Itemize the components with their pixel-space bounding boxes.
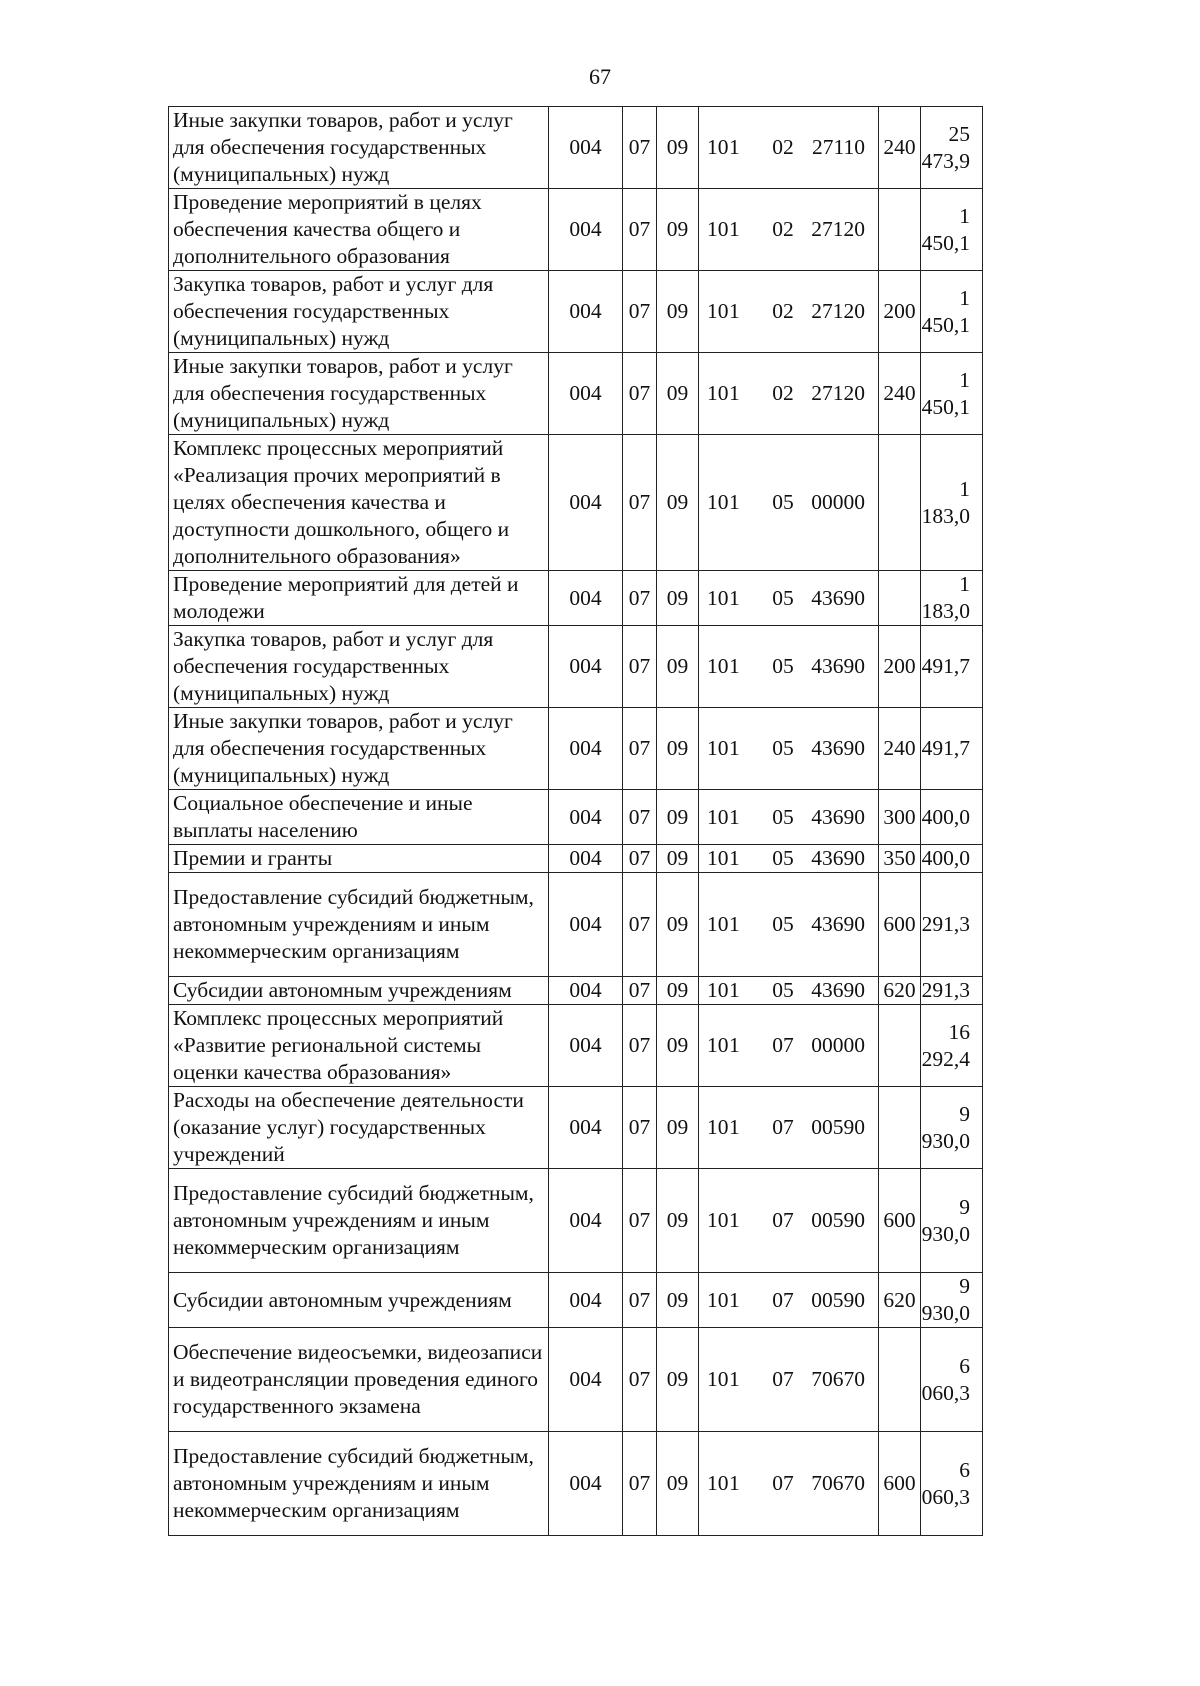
target-article-code-part: 10 [707,1208,729,1232]
target-article-code [699,571,879,626]
target-article-code [699,1087,879,1169]
table-row [169,708,983,790]
expense-type-code [879,435,921,571]
amount: 1 183,0 [921,571,983,626]
target-article-code-part: 00000 [811,490,865,514]
target-article-code-part: 43690 [811,912,865,936]
amount: 1 183,0 [921,435,983,571]
target-article-code-part: 02 [772,217,794,241]
table-row [169,353,983,435]
target-article-code-part: 10 [707,978,729,1002]
subsection-code: 09 [657,271,699,353]
target-article-code [699,977,879,1005]
expense-type-code: 300 [879,790,921,845]
section-code: 07 [623,873,657,977]
section-code: 07 [623,708,657,790]
target-article-code [699,845,879,873]
table-row [169,271,983,353]
target-article-code-part: 00000 [811,1033,865,1057]
target-article-code-part: 00590 [811,1208,865,1232]
section-code: 07 [623,435,657,571]
target-article-code-part: 05 [772,654,794,678]
target-article-code-part: 10 [707,217,729,241]
expense-type-code [879,1328,921,1432]
table-row [169,1169,983,1273]
table-row [169,1005,983,1087]
target-article-code-part: 1 [729,217,740,241]
target-article-code-part: 05 [772,846,794,870]
target-article-code-part: 10 [707,1115,729,1139]
subsection-code: 09 [657,626,699,708]
table-row [169,571,983,626]
target-article-code-part: 10 [707,490,729,514]
target-article-code-part: 07 [772,1115,794,1139]
row-name: Расходы на обеспечение деятельности (оказание услуг) государственных учреждений [169,1087,549,1169]
target-article-code-part: 1 [729,299,740,323]
expense-type-code: 600 [879,1169,921,1273]
ministry-code: 004 [549,571,623,626]
amount: 9 930,0 [921,1273,983,1328]
target-article-code-part: 27120 [811,217,865,241]
target-article-code-part: 10 [707,135,729,159]
target-article-code [699,1169,879,1273]
table-row [169,1328,983,1432]
row-name: Проведение мероприятий в целях обеспечения качества общего и дополнительного образования [169,189,549,271]
section-code: 07 [623,626,657,708]
expense-type-code: 200 [879,271,921,353]
row-name: Предоставление субсидий бюджетным, автономным учреждениям и иным некоммерческим организациям [169,1169,549,1273]
target-article-code-part: 43690 [811,736,865,760]
target-article-code-part: 1 [729,736,740,760]
section-code: 07 [623,571,657,626]
ministry-code: 004 [549,1087,623,1169]
row-name: Закупка товаров, работ и услуг для обеспечения государственных (муниципальных) нужд [169,626,549,708]
ministry-code: 004 [549,107,623,189]
target-article-code-part: 1 [729,978,740,1002]
subsection-code: 09 [657,845,699,873]
table-row [169,107,983,189]
target-article-code [699,1273,879,1328]
amount: 9 930,0 [921,1087,983,1169]
target-article-code [699,708,879,790]
subsection-code: 09 [657,107,699,189]
row-name: Проведение мероприятий для детей и молодежи [169,571,549,626]
target-article-code-part: 43690 [811,846,865,870]
target-article-code [699,873,879,977]
section-code: 07 [623,845,657,873]
subsection-code: 09 [657,571,699,626]
table-row [169,626,983,708]
target-article-code-part: 10 [707,804,729,829]
target-article-code-part: 27120 [811,381,865,405]
table-row [169,189,983,271]
section-code: 07 [623,1273,657,1328]
amount: 491,7 [921,708,983,790]
expense-type-code [879,189,921,271]
target-article-code-part: 1 [729,1115,740,1139]
ministry-code: 004 [549,708,623,790]
subsection-code: 09 [657,1169,699,1273]
target-article-code-part: 1 [729,381,740,405]
ministry-code: 004 [549,977,623,1005]
target-article-code [699,626,879,708]
amount: 1 450,1 [921,189,983,271]
ministry-code: 004 [549,1273,623,1328]
target-article-code-part: 43690 [811,585,865,610]
table-row [169,1432,983,1536]
row-name: Иные закупки товаров, работ и услуг для обеспечения государственных (муниципальных) нужд [169,353,549,435]
target-article-code-part: 43690 [811,654,865,678]
target-article-code-part: 00590 [811,1115,865,1139]
subsection-code: 09 [657,708,699,790]
target-article-code-part: 1 [729,1471,740,1495]
target-article-code-part: 1 [729,1033,740,1057]
expense-type-code: 240 [879,107,921,189]
row-name: Иные закупки товаров, работ и услуг для обеспечения государственных (муниципальных) нужд [169,107,549,189]
expense-type-code [879,571,921,626]
subsection-code: 09 [657,873,699,977]
target-article-code-part: 02 [772,381,794,405]
target-article-code-part: 10 [707,912,729,936]
amount: 400,0 [921,790,983,845]
amount: 291,3 [921,873,983,977]
amount: 6 060,3 [921,1328,983,1432]
target-article-code-part: 02 [772,135,794,159]
table-row [169,873,983,977]
section-code: 07 [623,1087,657,1169]
expense-type-code: 600 [879,1432,921,1536]
target-article-code-part: 05 [772,978,794,1002]
row-name: Обеспечение видеосъемки, видеозаписи и видеотрансляции проведения единого государственного экзамена [169,1328,549,1432]
expense-type-code: 350 [879,845,921,873]
target-article-code-part: 00590 [811,1287,865,1312]
subsection-code: 09 [657,1005,699,1087]
target-article-code-part: 10 [707,1287,729,1312]
table-row [169,1273,983,1328]
ministry-code: 004 [549,1432,623,1536]
target-article-code-part: 1 [729,654,740,678]
subsection-code: 09 [657,977,699,1005]
ministry-code: 004 [549,353,623,435]
expense-type-code: 200 [879,626,921,708]
table-row [169,977,983,1005]
amount: 25 473,9 [921,107,983,189]
amount: 291,3 [921,977,983,1005]
target-article-code [699,189,879,271]
ministry-code: 004 [549,189,623,271]
row-name: Комплекс процессных мероприятий «Развитие региональной системы оценки качества образования» [169,1005,549,1087]
row-name: Иные закупки товаров, работ и услуг для обеспечения государственных (муниципальных) нужд [169,708,549,790]
expense-type-code: 600 [879,873,921,977]
target-article-code [699,435,879,571]
ministry-code: 004 [549,435,623,571]
subsection-code: 09 [657,1328,699,1432]
expense-type-code: 620 [879,977,921,1005]
row-name: Предоставление субсидий бюджетным, автономным учреждениям и иным некоммерческим организациям [169,873,549,977]
target-article-code-part: 1 [729,585,740,610]
target-article-code-part: 1 [729,135,740,159]
section-code: 07 [623,790,657,845]
table-row [169,790,983,845]
target-article-code-part: 1 [729,490,740,514]
amount: 6 060,3 [921,1432,983,1536]
budget-table [168,106,983,1536]
amount: 1 450,1 [921,353,983,435]
expense-type-code [879,1005,921,1087]
target-article-code-part: 1 [729,1208,740,1232]
target-article-code-part: 10 [707,846,729,870]
amount: 16 292,4 [921,1005,983,1087]
target-article-code-part: 05 [772,736,794,760]
section-code: 07 [623,1169,657,1273]
amount: 1 450,1 [921,271,983,353]
target-article-code [699,790,879,845]
target-article-code-part: 07 [772,1287,794,1312]
amount: 491,7 [921,626,983,708]
target-article-code-part: 07 [772,1367,794,1391]
section-code: 07 [623,271,657,353]
target-article-code [699,1005,879,1087]
table-row [169,845,983,873]
target-article-code-part: 02 [772,299,794,323]
target-article-code-part: 10 [707,1033,729,1057]
table-row [169,435,983,571]
ministry-code: 004 [549,873,623,977]
target-article-code-part: 27120 [811,299,865,323]
table-row [169,1087,983,1169]
row-name: Предоставление субсидий бюджетным, автономным учреждениям и иным некоммерческим организациям [169,1432,549,1536]
row-name: Комплекс процессных мероприятий «Реализация прочих мероприятий в целях обеспечения качества и доступности дошкольного, общего и дополнительного образования» [169,435,549,571]
section-code: 07 [623,1005,657,1087]
row-name: Субсидии автономным учреждениям [169,977,549,1005]
target-article-code [699,107,879,189]
target-article-code-part: 05 [772,912,794,936]
target-article-code-part: 10 [707,1471,729,1495]
target-article-code-part: 10 [707,654,729,678]
subsection-code: 09 [657,435,699,571]
target-article-code [699,271,879,353]
target-article-code-part: 1 [729,846,740,870]
subsection-code: 09 [657,353,699,435]
target-article-code [699,353,879,435]
target-article-code-part: 43690 [811,804,865,829]
subsection-code: 09 [657,1432,699,1536]
expense-type-code: 240 [879,353,921,435]
target-article-code-part: 10 [707,381,729,405]
ministry-code: 004 [549,845,623,873]
row-name: Премии и гранты [169,845,549,873]
section-code: 07 [623,353,657,435]
target-article-code [699,1432,879,1536]
target-article-code-part: 1 [729,1287,740,1312]
section-code: 07 [623,1328,657,1432]
target-article-code-part: 07 [772,1208,794,1232]
table-body [169,107,983,1536]
subsection-code: 09 [657,189,699,271]
target-article-code-part: 10 [707,736,729,760]
ministry-code: 004 [549,1328,623,1432]
ministry-code: 004 [549,626,623,708]
ministry-code: 004 [549,790,623,845]
ministry-code: 004 [549,1169,623,1273]
target-article-code-part: 1 [729,804,740,829]
subsection-code: 09 [657,1087,699,1169]
target-article-code-part: 10 [707,299,729,323]
row-name: Закупка товаров, работ и услуг для обеспечения государственных (муниципальных) нужд [169,271,549,353]
section-code: 07 [623,977,657,1005]
target-article-code-part: 07 [772,1033,794,1057]
subsection-code: 09 [657,790,699,845]
target-article-code-part: 10 [707,1367,729,1391]
subsection-code: 09 [657,1273,699,1328]
page-number: 67 [589,64,611,89]
target-article-code-part: 70670 [811,1367,865,1391]
target-article-code-part: 27110 [812,135,865,159]
target-article-code [699,1328,879,1432]
target-article-code-part: 10 [707,585,729,610]
target-article-code-part: 05 [772,585,794,610]
ministry-code: 004 [549,1005,623,1087]
target-article-code-part: 43690 [811,978,865,1002]
target-article-code-part: 70670 [811,1471,865,1495]
row-name: Субсидии автономным учреждениям [169,1273,549,1328]
amount: 9 930,0 [921,1169,983,1273]
expense-type-code: 240 [879,708,921,790]
row-name: Социальное обеспечение и иные выплаты населению [169,790,549,845]
target-article-code-part: 1 [729,912,740,936]
ministry-code: 004 [549,271,623,353]
target-article-code-part: 1 [729,1367,740,1391]
section-code: 07 [623,189,657,271]
target-article-code-part: 07 [772,1471,794,1495]
expense-type-code [879,1087,921,1169]
amount: 400,0 [921,845,983,873]
target-article-code-part: 05 [772,490,794,514]
target-article-code-part: 05 [772,804,794,829]
expense-type-code: 620 [879,1273,921,1328]
section-code: 07 [623,107,657,189]
section-code: 07 [623,1432,657,1536]
